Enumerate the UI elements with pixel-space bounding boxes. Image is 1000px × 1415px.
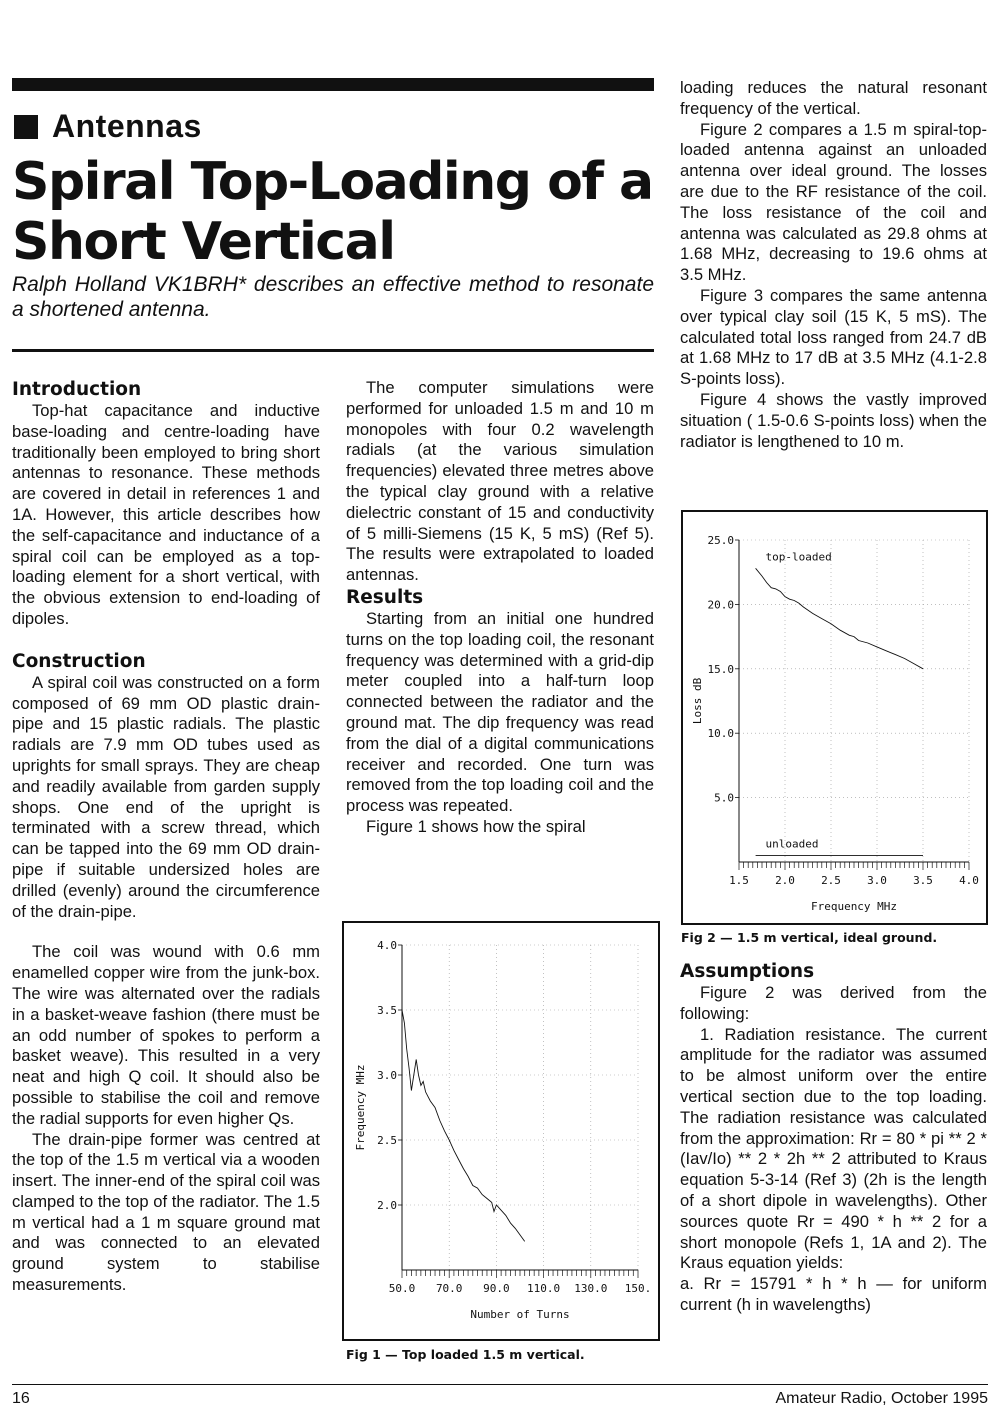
footer-rule bbox=[12, 1384, 988, 1385]
x-axis-label: Number of Turns bbox=[470, 1308, 570, 1321]
y-tick-label: 3.0 bbox=[377, 1069, 397, 1082]
paragraph: Figure 4 shows the vastly improved situation ( 1.5-0.6 S-points loss) when the radiator is lengthened to 10 m. bbox=[680, 389, 987, 451]
publication-line: Amateur Radio, October 1995 bbox=[775, 1390, 988, 1407]
y-tick-label: 4.0 bbox=[377, 939, 397, 952]
top-rule bbox=[12, 78, 654, 91]
paragraph: Top-hat capacitance and inductive base-loading and centre-loading have traditionally been employed to bring short antennas to resonance. These methods are covered in detail in references 1 and 1A. However, this article describes how the self-capacitance and inductance of a spiral coil can be employed as a top-loading element for a short vertical, with the obvious extension to end-loading of dipoles. bbox=[12, 401, 320, 628]
paragraph: The computer simulations were performed for unloaded 1.5 m and 10 m monopoles with four 0.2 wavelength radials (at the various simulation frequencies) elevated three metres above the typical clay ground with a relative dielectric constant of 15 and conductivity of 5 milli-Siemens (15 K, 5 mS) (Ref 5). The results were extrapolated to loaded antennas. bbox=[346, 378, 654, 585]
paragraph: Figure 1 shows how the spiral bbox=[366, 816, 586, 836]
section-label: Antennas bbox=[52, 108, 202, 144]
x-tick-label: 4.0 bbox=[959, 874, 979, 887]
y-tick-label: 10.0 bbox=[707, 727, 734, 741]
header-rule bbox=[12, 349, 654, 352]
paragraph: The drain-pipe former was centred at the top of the 1.5 m vertical via a wooden insert. The inner-end of the spiral coil was clamped to the top of the radiator. The 1.5 m vertical had a 1 m square ground mat and was connected to an elevated ground system to stabilise measurements. bbox=[12, 1129, 320, 1295]
paragraph: Figure 2 was derived from the following: bbox=[680, 983, 987, 1023]
column-1 bbox=[12, 378, 320, 1296]
paragraph: Figure 2 compares a 1.5 m spiral-top-loaded antenna against an unloaded antenna over ideal ground. The losses are due to the RF resistance of the coil. The loss resistance of the coil and antenna was calculated as 29.8 ohms at 1.68 MHz, decreasing to 19.6 ohms at 3.5 MHz. bbox=[680, 119, 987, 285]
article-subtitle: Ralph Holland VK1BRH* describes an effective method to resonate a shortened antenna. bbox=[12, 273, 654, 321]
series-line bbox=[756, 568, 923, 669]
title-line-1: Spiral Top-Loading of a bbox=[12, 152, 653, 212]
article-title bbox=[12, 152, 672, 272]
heading-introduction: Introduction bbox=[12, 379, 142, 400]
page-number: 16 bbox=[12, 1390, 30, 1407]
y-tick-label: 25.0 bbox=[707, 534, 734, 547]
figure-1-caption: Fig 1 — Top loaded 1.5 m vertical. bbox=[346, 1347, 585, 1362]
x-tick-label: 130.0 bbox=[574, 1282, 608, 1295]
paragraph: loading reduces the natural resonant frequency of the vertical. bbox=[680, 78, 987, 118]
y-axis-label: Loss dB bbox=[691, 677, 704, 725]
column-2 bbox=[346, 378, 654, 838]
paragraph: The coil was wound with 0.6 mm enamelled copper wire from the junk-box. The wire was alternated over the radials in a basket-weave fashion (there must be an odd number of spokes to perform a basket weave). This resulted in a very neat and high Q coil. It should also be possible to stabilise the coil and remove the radial supports for even higher Qs. bbox=[12, 942, 320, 1128]
y-tick-label: 2.0 bbox=[377, 1199, 397, 1212]
heading-construction: Construction bbox=[12, 650, 146, 672]
x-axis-label: Frequency MHz bbox=[810, 900, 898, 913]
x-tick-label: 50.0 bbox=[388, 1282, 416, 1295]
title-line-2: Short Vertical bbox=[12, 212, 395, 272]
paragraph: 1. Radiation resistance. The current amplitude for the radiator was assumed to be almost uniform over the entire vertical section due to the top loading. The radiation resistance was calculated from the approximation: Rr = 80 * pi ** 2 * (Iav/Io) ** 2 * 2h ** 2 attributed to Kraus equation 5-3-14 (Ref 3) (2h is the length of a short dipole in wavelengths). Other sources quote Rr = 490 * h ** 2 for a short monopole (Refs 1, 1A and 2). The Kraus equation yields: bbox=[680, 1024, 987, 1273]
x-tick-label: 70.0 bbox=[435, 1282, 463, 1295]
figure-1-chart bbox=[344, 923, 658, 1339]
x-tick-label: 90.0 bbox=[483, 1282, 510, 1295]
y-tick-label: 20.0 bbox=[707, 598, 734, 612]
x-tick-label: 3.5 bbox=[913, 874, 933, 887]
x-tick-label: 110.0 bbox=[527, 1282, 561, 1295]
x-tick-label: 2.0 bbox=[775, 874, 795, 887]
figure-2 bbox=[681, 510, 988, 925]
series-label: top-loaded bbox=[765, 550, 832, 564]
paragraph: Figure 3 compares the same antenna over typical clay soil (15 K, 5 mS). The calculated total loss ranged from 24.7 dB at 1.68 MHz to 17 dB at 3.5 MHz (4.1-2.8 S-points loss). bbox=[680, 285, 987, 389]
section-heading bbox=[14, 108, 202, 145]
y-tick-label: 2.5 bbox=[377, 1134, 397, 1147]
figure-2-chart bbox=[683, 512, 986, 923]
y-tick-label: 3.5 bbox=[377, 1004, 397, 1017]
paragraph: Starting from an initial one hundred turns on the top loading coil, the resonant frequency was determined with a grid-dip meter coupled into a half-turn loop connected between the radiator and the ground mat. The dip frequency was read from the dial of a digital communications receiver and recorded. One turn was removed from the top loading coil and the process was repeated. bbox=[346, 608, 654, 816]
paragraph: a. Rr = 15791 * h * h — for uniform current (h in wavelengths) bbox=[680, 1274, 987, 1314]
x-tick-label: 3.0 bbox=[867, 874, 887, 887]
paragraph: A spiral coil was constructed on a form composed of 69 mm OD plastic drain-pipe and 15 plastic radials. The plastic radials are 7.9 mm OD tubes used as uprights for small sprays. They are cheap and readily available from garden supply shops. One end of the upright is terminated with a screw thread, which can be tapped into the 69 mm OD drain-pipe if suitable undersized holes are drilled (evenly) around the circumference of the drain-pipe. bbox=[12, 672, 320, 921]
x-tick-label: 150. bbox=[624, 1282, 652, 1295]
heading-results: Results bbox=[346, 586, 424, 608]
y-axis-label: Frequency MHz bbox=[354, 1064, 367, 1151]
series-label: unloaded bbox=[765, 837, 819, 851]
figure-2-caption: Fig 2 — 1.5 m vertical, ideal ground. bbox=[681, 930, 938, 945]
column-3 bbox=[680, 78, 987, 452]
square-bullet-icon bbox=[14, 115, 38, 139]
series-line bbox=[402, 1010, 525, 1241]
y-tick-label: 5.0 bbox=[714, 791, 734, 805]
y-tick-label: 15.0 bbox=[707, 662, 734, 676]
x-tick-label: 1.5 bbox=[729, 874, 749, 887]
x-tick-label: 2.5 bbox=[821, 874, 841, 887]
column-3-continued bbox=[680, 960, 987, 1316]
figure-1 bbox=[342, 921, 660, 1341]
heading-assumptions: Assumptions bbox=[680, 961, 815, 982]
